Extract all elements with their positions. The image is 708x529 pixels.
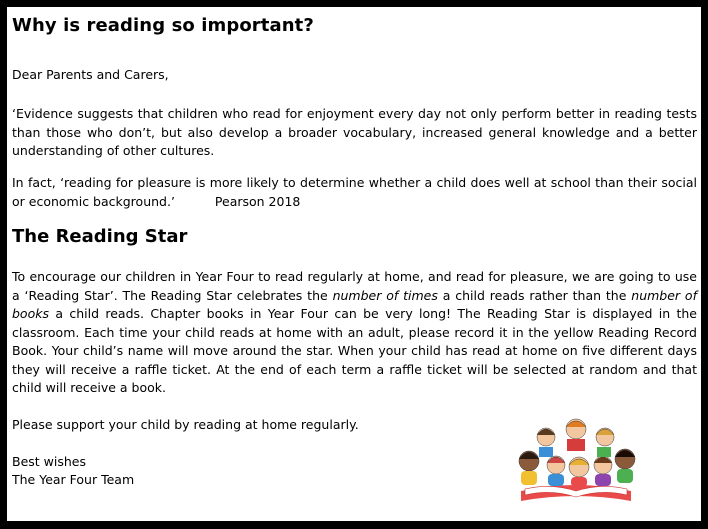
emphasis-number-of-times: number of times <box>332 287 438 303</box>
quote-pleasure-text: In fact, ‘reading for pleasure is more likely to determine whether a child does well at school than their social or economic background.’ <box>12 175 697 209</box>
signoff: Best wishes <box>12 454 86 469</box>
para-text-2: a child reads rather than the <box>437 287 632 303</box>
quote-source: Pearson 2018 <box>214 193 301 209</box>
quote-pleasure <box>12 174 697 211</box>
para-text-3: a child reads. Chapter books in Year Four can be very long! The Reading Star is displayed in the classroom. Each time your child reads at home with an adult, please record it in the yellow Reading Record Book. Your child’s name will move around the star. When your child has read at home on five different days they will receive a raffle ticket. At the end of each term a raffle ticket will be selected at random and that child will receive a book. <box>12 306 697 395</box>
page-frame <box>5 5 703 523</box>
signature: The Year Four Team <box>12 472 135 487</box>
children-reading-illustration <box>501 409 651 509</box>
support-line: Please support your child by reading at home regularly. <box>12 417 359 432</box>
salutation: Dear Parents and Carers, <box>12 67 169 82</box>
quote-evidence: ‘Evidence suggests that children who read for enjoyment every day not only perform better in reading tests than those who don’t, but also develop a broader vocabulary, increased general knowledge and a better understanding of other cultures. <box>12 106 697 158</box>
para-text-1: To encourage our children in Year Four to read regularly at home, and read for pleasure, we are going to use a ‘Reading Star’. The Reading Star celebrates the <box>12 269 697 303</box>
heading-why-reading: Why is reading so important? <box>12 15 314 36</box>
reading-star-paragraph <box>12 268 697 398</box>
heading-reading-star: The Reading Star <box>12 226 188 247</box>
emphasis-number-of-books: number of books <box>12 287 697 321</box>
